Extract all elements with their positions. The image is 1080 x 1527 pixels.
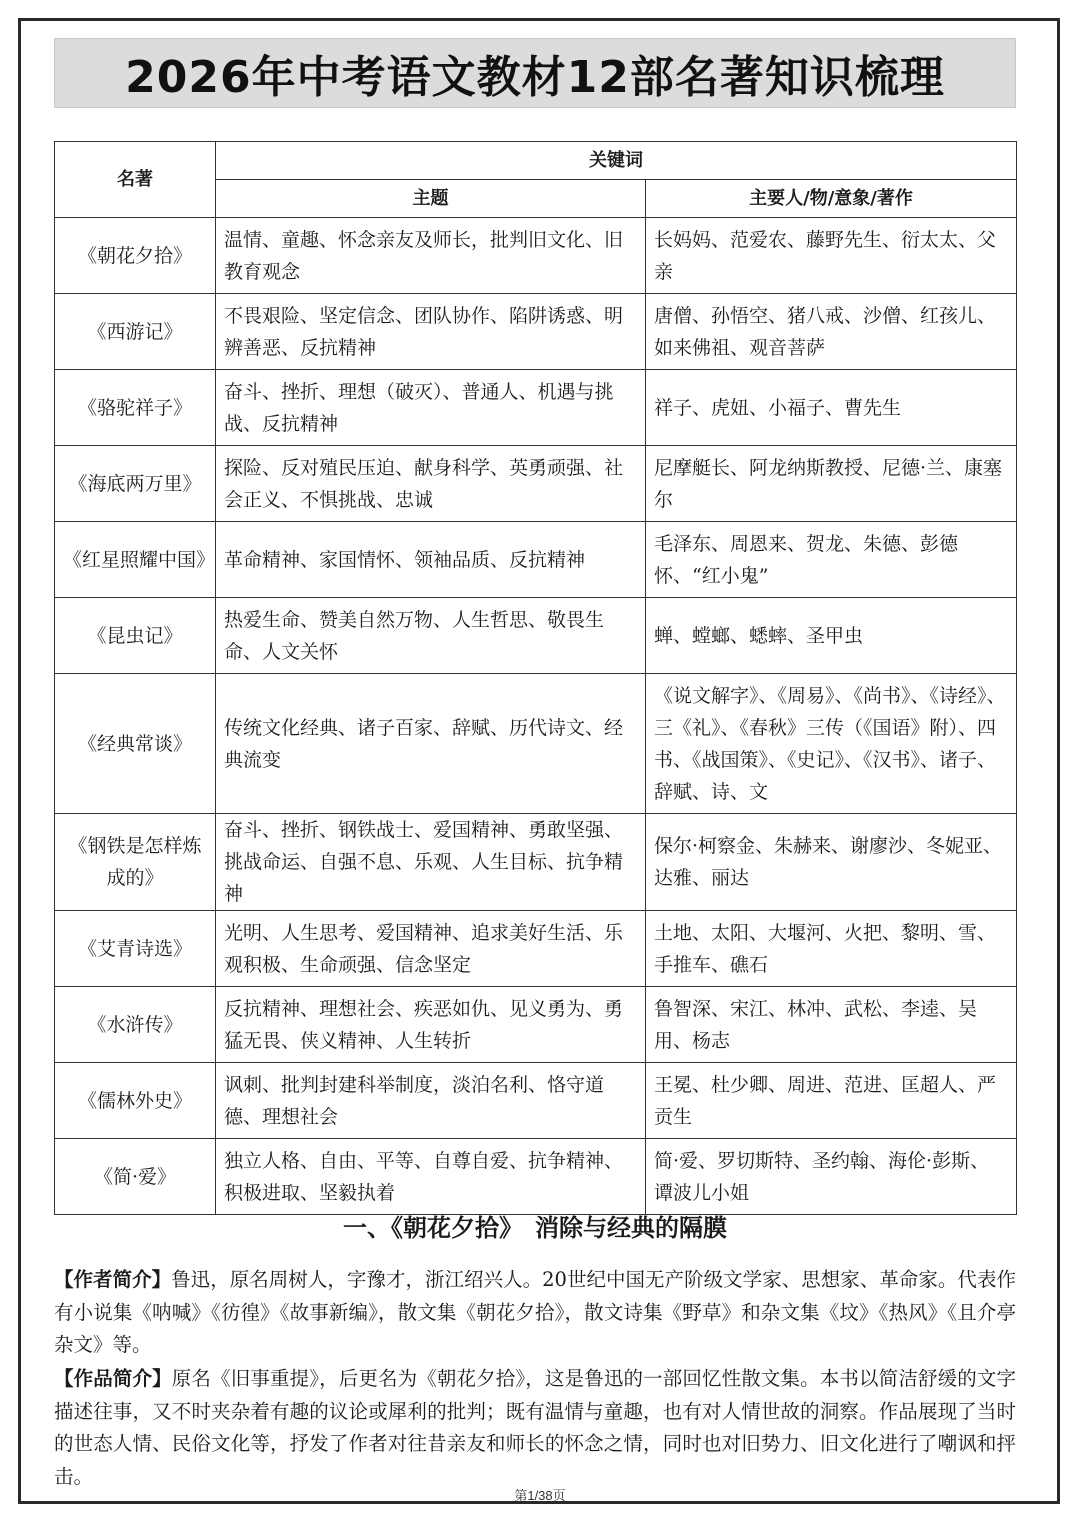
table-row	[55, 522, 1017, 598]
work-name: 《朝花夕拾》	[55, 218, 216, 294]
work-people: 祥子、虎妞、小福子、曹先生	[646, 370, 1017, 446]
section-heading: 一、《朝花夕拾》 消除与经典的隔膜	[343, 1214, 727, 1242]
work-people: 简·爱、罗切斯特、圣约翰、海伦·彭斯、谭波儿小姐	[646, 1139, 1017, 1215]
work-theme: 革命精神、家国情怀、领袖品质、反抗精神	[216, 522, 646, 598]
table-row	[55, 814, 1017, 911]
table-row	[55, 911, 1017, 987]
work-people: 唐僧、孙悟空、猪八戒、沙僧、红孩儿、如来佛祖、观音菩萨	[646, 294, 1017, 370]
header-people: 主要人/物/意象/著作	[646, 180, 1017, 218]
work-people: 鲁智深、宋江、林冲、武松、李逵、吴用、杨志	[646, 987, 1017, 1063]
header-keywords: 关键词	[216, 142, 1017, 180]
table-row	[55, 1139, 1017, 1215]
work-theme: 反抗精神、理想社会、疾恶如仇、见义勇为、勇猛无畏、侠义精神、人生转折	[216, 987, 646, 1063]
work-name: 《水浒传》	[55, 987, 216, 1063]
work-theme: 探险、反对殖民压迫、献身科学、英勇顽强、社会正义、不惧挑战、忠诚	[216, 446, 646, 522]
work-theme: 独立人格、自由、平等、自尊自爱、抗争精神、积极进取、坚毅执着	[216, 1139, 646, 1215]
work-name: 《海底两万里》	[55, 446, 216, 522]
work-intro-text: 原名《旧事重提》，后更名为《朝花夕拾》，这是鲁迅的一部回忆性散文集。本书以简洁舒缓的文字描述往事，又不时夹杂着有趣的议论或犀利的批判；既有温情与童趣，也有对人情世故的洞察。作品展现了当时的世态人情、民俗文化等，抒发了作者对往昔亲友和师长的怀念之情，同时也对旧势力、旧文化进行了嘲讽和抨击。	[54, 1367, 1016, 1488]
work-theme: 传统文化经典、诸子百家、辞赋、历代诗文、经典流变	[216, 674, 646, 814]
table-row	[55, 1063, 1017, 1139]
work-name: 《骆驼祥子》	[55, 370, 216, 446]
table-row	[55, 598, 1017, 674]
table-row	[55, 294, 1017, 370]
work-theme: 温情、童趣、怀念亲友及师长，批判旧文化、旧教育观念	[216, 218, 646, 294]
work-people: 毛泽东、周恩来、贺龙、朱德、彭德怀、“红小鬼”	[646, 522, 1017, 598]
work-theme: 不畏艰险、坚定信念、团队协作、陷阱诱惑、明辨善恶、反抗精神	[216, 294, 646, 370]
work-name: 《钢铁是怎样炼成的》	[55, 814, 216, 911]
table-row	[55, 370, 1017, 446]
work-intro-label: 【作品简介】	[54, 1367, 172, 1390]
author-intro-label: 【作者简介】	[54, 1268, 172, 1291]
table-row	[55, 987, 1017, 1063]
work-name: 《西游记》	[55, 294, 216, 370]
work-name: 《昆虫记》	[55, 598, 216, 674]
works-table	[54, 141, 1017, 1215]
work-name: 《儒林外史》	[55, 1063, 216, 1139]
table-header-row	[55, 142, 1017, 180]
work-people: 王冕、杜少卿、周进、范进、匡超人、严贡生	[646, 1063, 1017, 1139]
table-row	[55, 446, 1017, 522]
work-people: 保尔·柯察金、朱赫来、谢廖沙、冬妮亚、达雅、丽达	[646, 814, 1017, 911]
work-name: 《红星照耀中国》	[55, 522, 216, 598]
work-name: 《艾青诗选》	[55, 911, 216, 987]
work-theme: 奋斗、挫折、钢铁战士、爱国精神、勇敢坚强、挑战命运、自强不息、乐观、人生目标、抗争精神	[216, 814, 646, 911]
work-theme: 奋斗、挫折、理想（破灭）、普通人、机遇与挑战、反抗精神	[216, 370, 646, 446]
work-theme: 光明、人生思考、爱国精神、追求美好生活、乐观积极、生命顽强、信念坚定	[216, 911, 646, 987]
page-number: 第1/38页	[514, 1488, 566, 1503]
table-row	[55, 674, 1017, 814]
work-people: 尼摩艇长、阿龙纳斯教授、尼德·兰、康塞尔	[646, 446, 1017, 522]
work-theme: 热爱生命、赞美自然万物、人生哲思、敬畏生命、人文关怀	[216, 598, 646, 674]
work-people: 蝉、螳螂、蟋蟀、圣甲虫	[646, 598, 1017, 674]
author-intro	[54, 1264, 1016, 1362]
header-theme: 主题	[216, 180, 646, 218]
header-name: 名著	[55, 142, 216, 218]
work-theme: 讽刺、批判封建科举制度，淡泊名利、恪守道德、理想社会	[216, 1063, 646, 1139]
work-intro	[54, 1363, 1016, 1493]
table-row	[55, 218, 1017, 294]
work-name: 《经典常谈》	[55, 674, 216, 814]
title-banner	[54, 38, 1016, 108]
author-intro-text: 鲁迅，原名周树人，字豫才，浙江绍兴人。20世纪中国无产阶级文学家、思想家、革命家。代表作有小说集《呐喊》《彷徨》《故事新编》，散文集《朝花夕拾》，散文诗集《野草》和杂文集《坟》《热风》《且介亭杂文》等。	[54, 1268, 1016, 1356]
work-people: 《说文解字》、《周易》、《尚书》、《诗经》、三《礼》、《春秋》三传（《国语》附）、四书、《战国策》、《史记》、《汉书》、诸子、辞赋、诗、文	[646, 674, 1017, 814]
page-title: 2026年中考语文教材12部名著知识梳理	[125, 52, 945, 103]
work-people: 长妈妈、范爱农、藤野先生、衍太太、父亲	[646, 218, 1017, 294]
work-name: 《简·爱》	[55, 1139, 216, 1215]
work-people: 土地、太阳、大堰河、火把、黎明、雪、手推车、礁石	[646, 911, 1017, 987]
